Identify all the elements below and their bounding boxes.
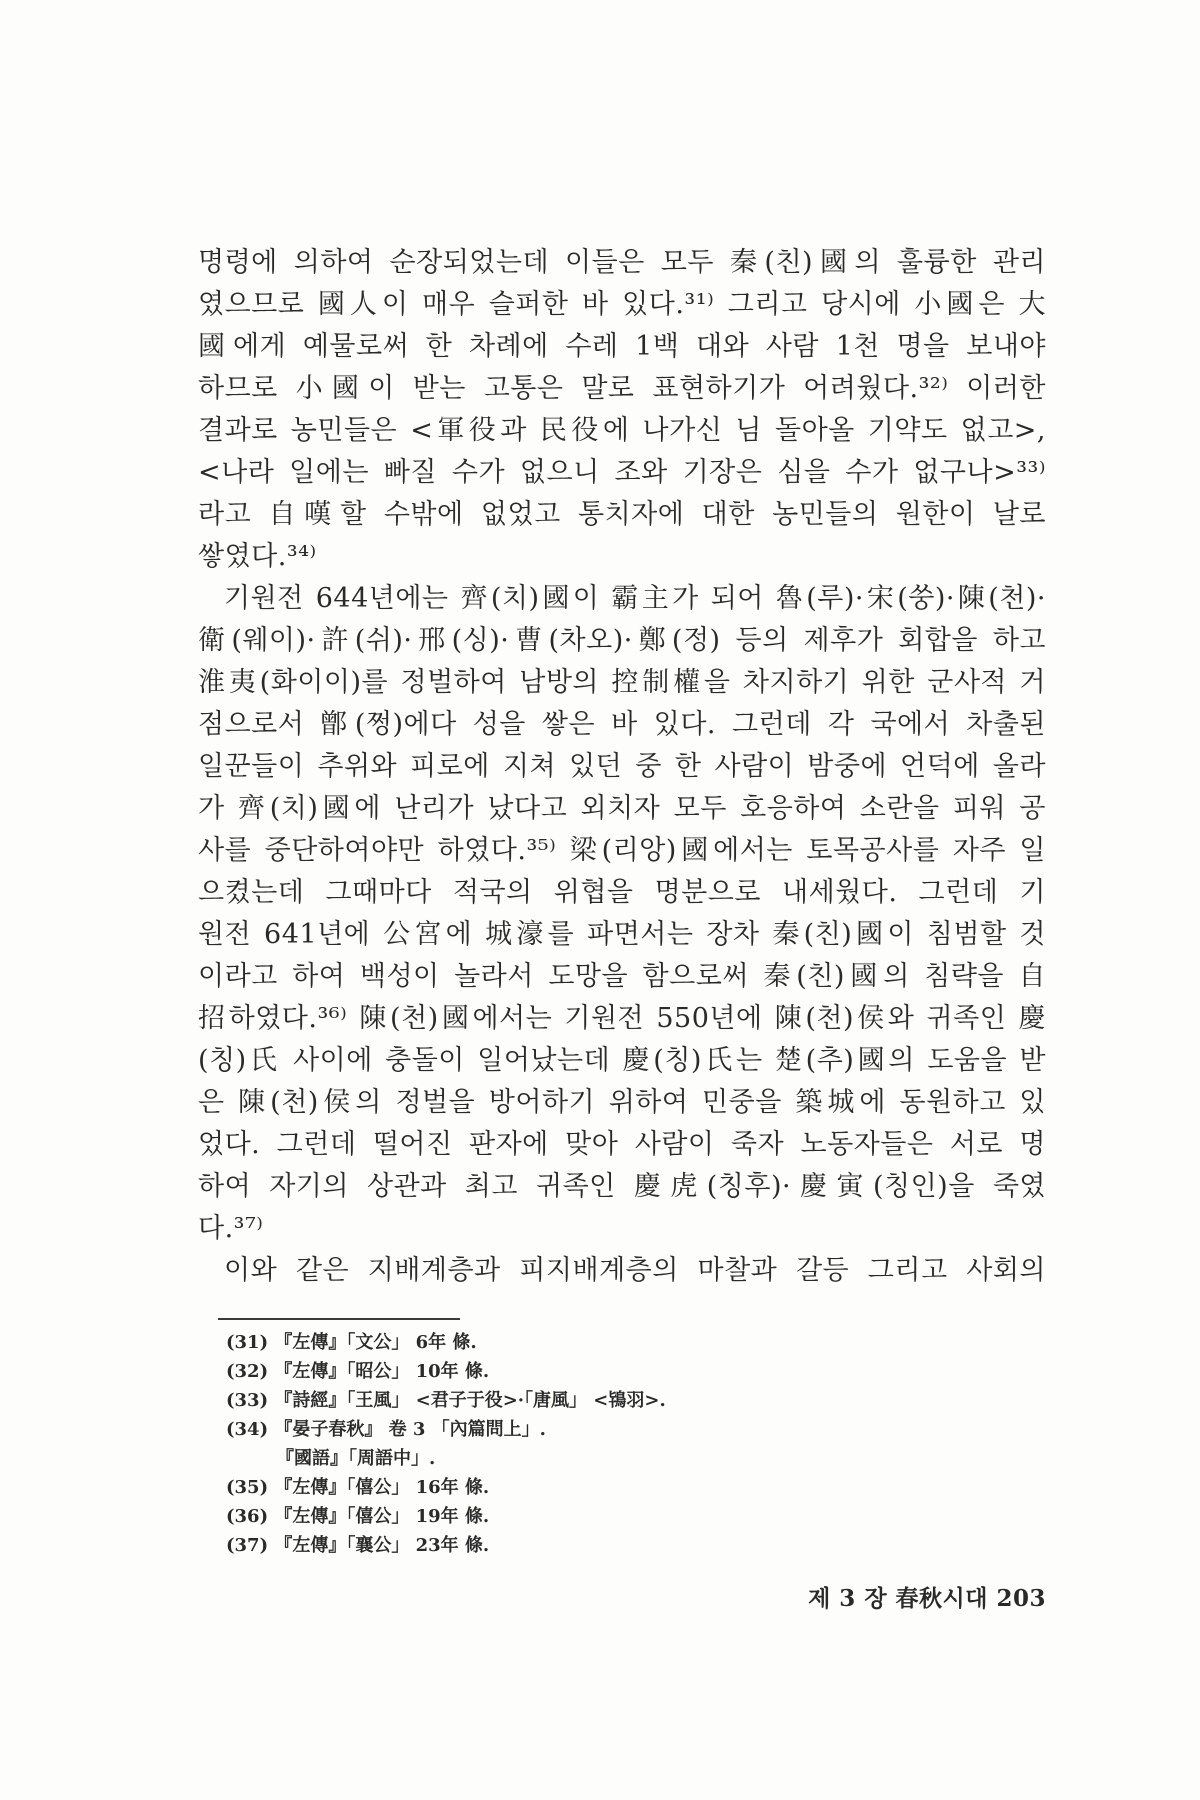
text-line: (칭)氏 사이에 충돌이 일어났는데 慶(칭)氏는 楚(추)國의 도움을 받 xyxy=(198,1045,1046,1076)
footnote: (36) 『左傳』「僖公」 19年 條. xyxy=(226,1506,490,1527)
text-line: 招하였다.³⁶⁾ 陳(천)國에서는 기원전 550년에 陳(천)侯와 귀족인 慶 xyxy=(198,1003,1046,1034)
footnote: (33) 『詩經』「王風」 <君子于役>·「唐風」 <鴇羽>. xyxy=(226,1390,666,1411)
text-line: 명령에 의하여 순장되었는데 이들은 모두 秦(친)國의 훌륭한 관리 xyxy=(198,247,1046,278)
footnotes xyxy=(226,1328,826,1560)
text-line: 淮夷(화이이)를 정벌하여 남방의 控制權을 차지하기 위한 군사적 거 xyxy=(198,667,1046,698)
text-line: 결과로 농민들은 <軍役과 民役에 나가신 님 돌아올 기약도 없고>, xyxy=(198,415,1046,446)
footnote: (34) 『晏子春秋』 卷 3 「內篇問上」. xyxy=(226,1419,546,1440)
text-line: 으켰는데 그때마다 적국의 위협을 명분으로 내세웠다. 그런데 기 xyxy=(198,877,1046,908)
text-line: 衛(웨이)·許(쉬)·邢(싱)·曹(차오)·鄭(정) 등의 제후가 회합을 하고 xyxy=(198,625,1046,656)
text-line: 사를 중단하여야만 하였다.³⁵⁾ 梁(리앙)國에서는 토목공사를 자주 일 xyxy=(198,835,1046,866)
body-text xyxy=(198,242,1046,1292)
text-line: 라고 自嘆할 수밖에 없었고 통치자에 대한 농민들의 원한이 날로 xyxy=(198,499,1046,530)
text-line: 다.³⁷⁾ xyxy=(198,1213,264,1244)
text-line: 하여 자기의 상관과 최고 귀족인 慶虎(칭후)·慶寅(칭인)을 죽였 xyxy=(198,1171,1046,1202)
text-line: 이와 같은 지배계층과 피지배계층의 마찰과 갈등 그리고 사회의 xyxy=(224,1255,1046,1286)
footnote: (31) 『左傳』「文公」 6年 條. xyxy=(226,1332,477,1353)
running-footer-page-number: 제 3 장 春秋시대 203 xyxy=(808,1585,1046,1612)
text-line: 일꾼들이 추위와 피로에 지쳐 있던 중 한 사람이 밤중에 언덕에 올라 xyxy=(198,751,1046,782)
footnote: (35) 『左傳』「僖公」 16年 條. xyxy=(226,1477,490,1498)
text-line: 원전 641년에 公宮에 城濠를 파면서는 장차 秦(친)國이 침범할 것 xyxy=(198,919,1046,950)
text-line: 國에게 예물로써 한 차례에 수레 1백 대와 사람 1천 명을 보내야 xyxy=(198,331,1046,362)
text-line: 가 齊(치)國에 난리가 났다고 외치자 모두 호응하여 소란을 피워 공 xyxy=(198,793,1046,824)
footnote-divider xyxy=(218,1318,460,1320)
text-line: 이라고 하여 백성이 놀라서 도망을 함으로써 秦(친)國의 침략을 自 xyxy=(198,961,1046,992)
text-line: 기원전 644년에는 齊(치)國이 霸主가 되어 魯(루)·宋(쑹)·陳(천)· xyxy=(224,583,1046,614)
footnote-continuation: 『國語』「周語中」. xyxy=(276,1448,436,1469)
text-line: <나라 일에는 빠질 수가 없으니 조와 기장은 심을 수가 없구나>³³⁾ xyxy=(198,457,1046,488)
text-line: 은 陳(천)侯의 정벌을 방어하기 위하여 민중을 築城에 동원하고 있 xyxy=(198,1087,1046,1118)
footnote: (37) 『左傳』「襄公」 23年 條. xyxy=(226,1535,490,1556)
text-line: 점으로서 鄫(쩡)에다 성을 쌓은 바 있다. 그런데 각 국에서 차출된 xyxy=(198,709,1046,740)
text-line: 였으므로 國人이 매우 슬퍼한 바 있다.³¹⁾ 그리고 당시에 小國은 大 xyxy=(198,289,1046,320)
text-line: 쌓였다.³⁴⁾ xyxy=(198,541,317,572)
footnote: (32) 『左傳』「昭公」 10年 條. xyxy=(226,1361,490,1382)
text-line: 하므로 小國이 받는 고통은 말로 표현하기가 어려웠다.³²⁾ 이러한 xyxy=(198,373,1046,404)
text-line: 었다. 그런데 떨어진 판자에 맞아 사람이 죽자 노동자들은 서로 명 xyxy=(198,1129,1046,1160)
